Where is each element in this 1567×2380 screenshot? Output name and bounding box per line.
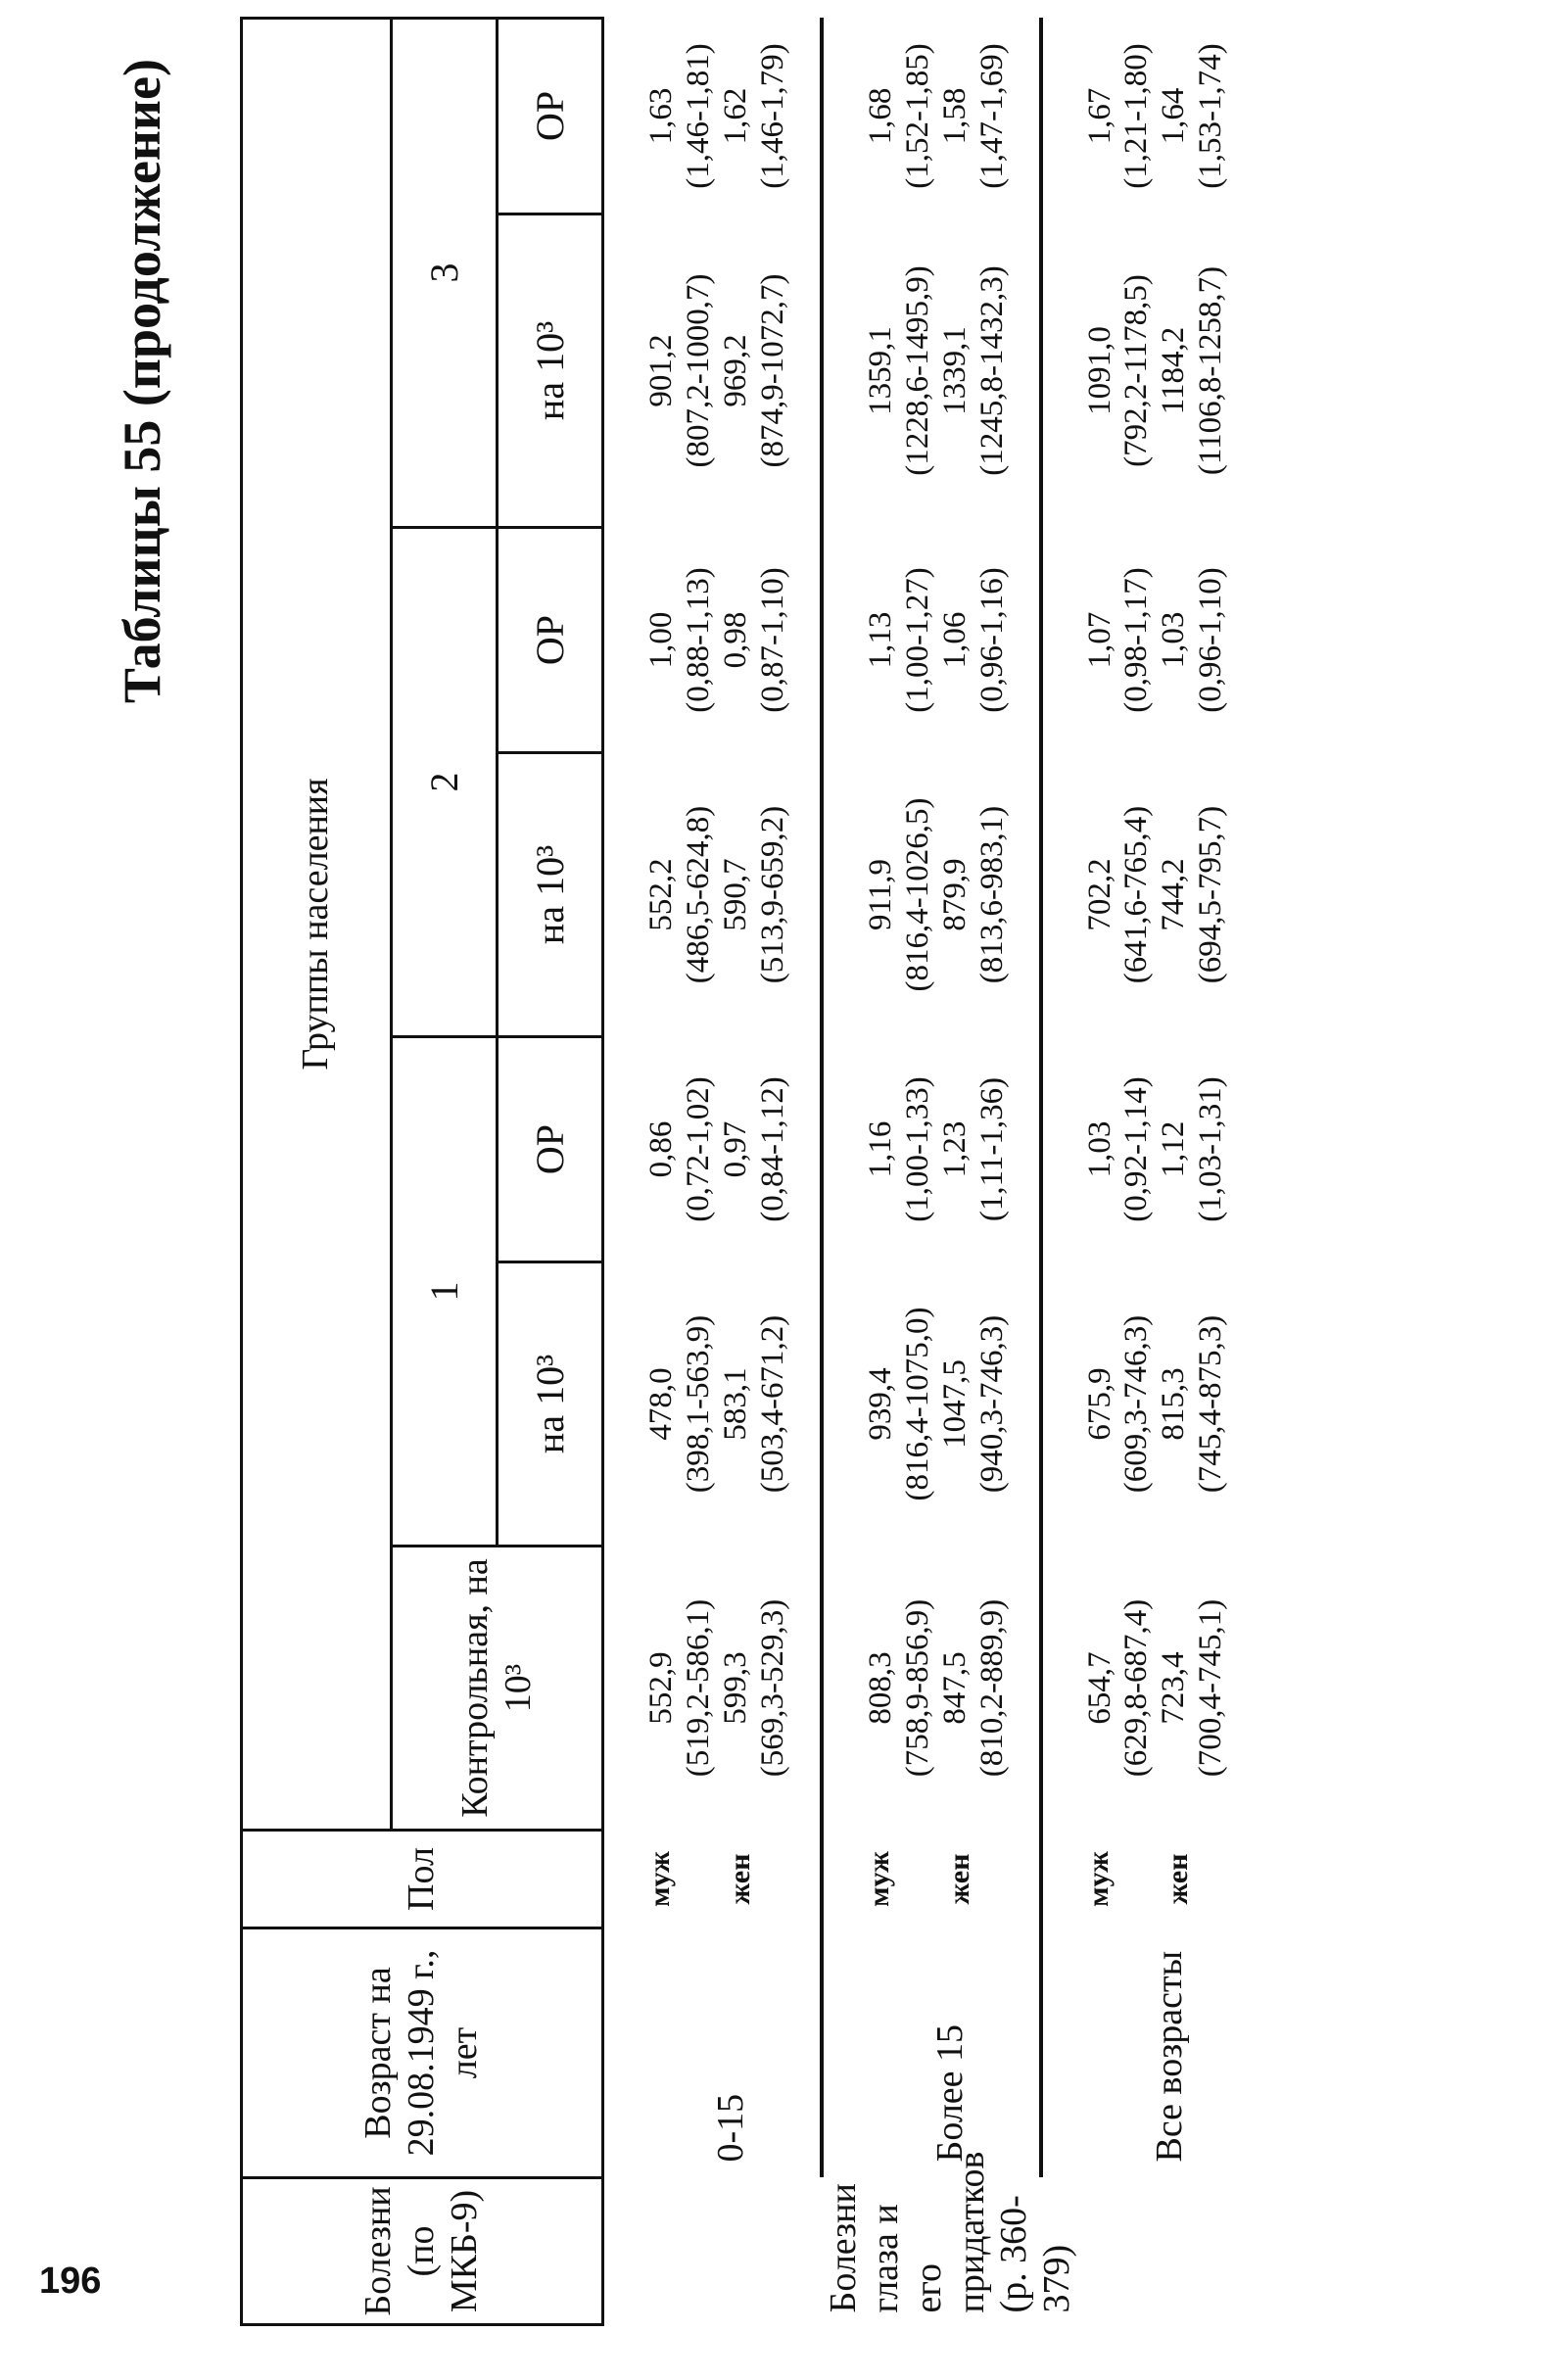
- confidence-interval: (1,53-1,74): [1193, 43, 1229, 189]
- value: 654,7: [1081, 1651, 1117, 1725]
- confidence-interval: (0,96-1,16): [973, 567, 1010, 713]
- disease-name: Болезни глаза и его придатков (р. 360-379): [822, 2151, 1077, 2313]
- value-cell: [1156, 1547, 1258, 1831]
- value-cell: [822, 1037, 937, 1262]
- value: 939,4: [862, 1367, 898, 1441]
- confidence-interval: (0,88-1,13): [680, 567, 716, 713]
- confidence-interval: (486,5-624,8): [680, 805, 716, 984]
- confidence-interval: (609,3-746,3): [1118, 1314, 1155, 1494]
- value-cell: [822, 1262, 937, 1547]
- value: 1,62: [717, 87, 753, 145]
- value-cell: [1156, 1037, 1258, 1262]
- age-group: Более 15: [822, 1928, 1041, 2178]
- confidence-interval: (641,6-765,4): [1118, 805, 1155, 984]
- confidence-interval: (807,2-1000,7): [680, 273, 716, 468]
- value-cell: [937, 528, 1041, 753]
- value: 901,2: [643, 334, 679, 407]
- value: 1,68: [862, 87, 898, 145]
- value: 1,16: [862, 1120, 898, 1178]
- header-group-3: 3: [392, 18, 498, 527]
- value: 590,7: [717, 858, 753, 931]
- value: 1,67: [1081, 87, 1117, 145]
- confidence-interval: (0,92-1,14): [1118, 1076, 1155, 1222]
- value: 815,3: [1156, 1367, 1192, 1441]
- value-cell: [603, 18, 718, 214]
- confidence-interval: (398,1-563,9): [680, 1314, 716, 1494]
- confidence-interval: (0,87-1,10): [754, 567, 790, 713]
- value: 969,2: [717, 334, 753, 407]
- table-title: Таблицы 55 (продолжение): [113, 59, 171, 704]
- confidence-interval: (1,00-1,27): [899, 567, 935, 713]
- value: 1,07: [1081, 611, 1117, 669]
- value-cell: [603, 528, 718, 753]
- value-cell: [718, 528, 822, 753]
- confidence-interval: (874,9-1072,7): [754, 273, 790, 468]
- value: 599,3: [717, 1651, 753, 1725]
- header-sex: Пол: [242, 1831, 603, 1928]
- value: 0,86: [643, 1120, 679, 1178]
- value-cell: [1156, 214, 1258, 528]
- header-g1-rate: на 10³: [498, 1262, 603, 1547]
- value-cell: [718, 1262, 822, 1547]
- value-cell: [603, 1547, 718, 1831]
- confidence-interval: (629,8-687,4): [1118, 1598, 1155, 1778]
- confidence-interval: (1,52-1,85): [899, 43, 935, 189]
- value: 1339,1: [936, 326, 973, 415]
- value-cell: [937, 753, 1041, 1037]
- value-cell: [937, 1037, 1041, 1262]
- value: 1,03: [1081, 1120, 1117, 1178]
- header-group-2: 2: [392, 528, 498, 1037]
- confidence-interval: (810,2-889,9): [973, 1598, 1010, 1778]
- confidence-interval: (519,2-586,1): [680, 1598, 716, 1778]
- confidence-interval: (813,6-983,1): [973, 805, 1010, 984]
- confidence-interval: (758,9-856,9): [899, 1598, 935, 1778]
- confidence-interval: (1228,6-1495,9): [899, 265, 935, 476]
- value: 1,63: [643, 87, 679, 145]
- value-cell: [603, 753, 718, 1037]
- confidence-interval: (1,46-1,81): [680, 43, 716, 189]
- confidence-interval: (0,72-1,02): [680, 1076, 716, 1222]
- value-cell: [937, 18, 1041, 214]
- value: 1,00: [643, 611, 679, 669]
- age-group: Все возрасты: [1041, 1928, 1258, 2178]
- value-cell: [603, 1262, 718, 1547]
- value-cell: [822, 528, 937, 753]
- sex-cell: жен: [942, 1853, 975, 1905]
- value-cell: [718, 753, 822, 1037]
- value-cell: [1041, 214, 1157, 528]
- confidence-interval: (1,03-1,31): [1193, 1076, 1229, 1222]
- value-cell: [937, 214, 1041, 528]
- value-cell: [822, 18, 937, 214]
- sex-cell: муж: [1041, 1831, 1157, 1928]
- value-cell: [1156, 528, 1258, 753]
- value-cell: [1041, 1037, 1157, 1262]
- sex-cell: жен: [723, 1853, 756, 1905]
- value: 1,23: [936, 1120, 973, 1178]
- confidence-interval: (0,96-1,10): [1193, 567, 1229, 713]
- value-cell: [603, 214, 718, 528]
- sex-cell: муж: [822, 1831, 937, 1928]
- value-cell: [1156, 1262, 1258, 1547]
- value: 1,58: [936, 87, 973, 145]
- value: 911,9: [862, 858, 898, 931]
- value: 583,1: [717, 1367, 753, 1441]
- confidence-interval: (792,2-1178,5): [1118, 274, 1155, 467]
- value-cell: [822, 214, 937, 528]
- value: 0,98: [717, 611, 753, 669]
- value-cell: [1156, 753, 1258, 1037]
- sex-cell: муж: [643, 1851, 676, 1907]
- value: 675,9: [1081, 1367, 1117, 1441]
- confidence-interval: (940,3-746,3): [973, 1314, 1010, 1494]
- value-cell: [1041, 18, 1157, 214]
- confidence-interval: (569,3-529,3): [754, 1598, 790, 1778]
- value: 808,3: [862, 1651, 898, 1725]
- confidence-interval: (1245,8-1432,3): [973, 265, 1010, 476]
- confidence-interval: (700,4-745,1): [1193, 1598, 1229, 1778]
- value: 1047,5: [936, 1359, 973, 1449]
- confidence-interval: (816,4-1075,0): [899, 1307, 935, 1501]
- value: 1,64: [1156, 87, 1192, 145]
- value-cell: [1041, 528, 1157, 753]
- confidence-interval: (1,46-1,79): [754, 43, 790, 189]
- confidence-interval: (1106,8-1258,7): [1193, 265, 1229, 476]
- table-row: [1041, 18, 1157, 2324]
- header-g3-or: ОР: [498, 18, 603, 214]
- header-g1-or: ОР: [498, 1037, 603, 1262]
- table-row: [603, 18, 718, 2324]
- value-cell: [603, 1037, 718, 1262]
- value: 0,97: [717, 1120, 753, 1178]
- value: 1359,1: [862, 326, 898, 415]
- value: 1,13: [862, 611, 898, 669]
- value-cell: [718, 1547, 822, 1831]
- value: 1091,0: [1081, 326, 1117, 415]
- value-cell: [718, 214, 822, 528]
- value-cell: [718, 1037, 822, 1262]
- header-control: Контрольная, на 10³: [392, 1547, 603, 1831]
- value-cell: [1041, 1262, 1157, 1547]
- value-cell: [1041, 753, 1157, 1037]
- value: 879,9: [936, 858, 973, 931]
- sex-cell: жен: [1162, 1853, 1195, 1905]
- confidence-interval: (694,5-795,7): [1193, 805, 1229, 984]
- table-row: [822, 18, 937, 2324]
- confidence-interval: (1,47-1,69): [973, 43, 1010, 189]
- header-population-groups: Группы населения: [242, 18, 392, 1830]
- header-group-1: 1: [392, 1037, 498, 1547]
- header-g2-rate: на 10³: [498, 753, 603, 1037]
- header-disease: Болезни (по МКБ-9): [242, 2178, 603, 2325]
- value: 1,12: [1156, 1120, 1192, 1178]
- value: 723,4: [1156, 1651, 1192, 1725]
- value-cell: [822, 1547, 937, 1831]
- confidence-interval: (1,00-1,33): [899, 1076, 935, 1222]
- value: 847,5: [936, 1651, 973, 1725]
- value: 1,06: [936, 611, 973, 669]
- confidence-interval: (745,4-875,3): [1193, 1314, 1229, 1494]
- confidence-interval: (513,9-659,2): [754, 805, 790, 984]
- confidence-interval: (0,98-1,17): [1118, 567, 1155, 713]
- value-cell: [1156, 18, 1258, 214]
- confidence-interval: (816,4-1026,5): [899, 797, 935, 992]
- value: 1,03: [1156, 611, 1192, 669]
- value: 552,2: [643, 858, 679, 931]
- value-cell: [822, 753, 937, 1037]
- value-cell: [1041, 1547, 1157, 1831]
- value: 702,2: [1081, 858, 1117, 931]
- value: 744,2: [1156, 858, 1192, 931]
- value: 552,9: [643, 1651, 679, 1725]
- value-cell: [937, 1262, 1041, 1547]
- confidence-interval: (0,84-1,12): [754, 1076, 790, 1222]
- confidence-interval: (503,4-671,2): [754, 1314, 790, 1494]
- header-g3-rate: на 10³: [498, 214, 603, 528]
- value: 1184,2: [1156, 326, 1192, 415]
- value-cell: [718, 18, 822, 214]
- value: 478,0: [643, 1367, 679, 1441]
- page-number: 196: [39, 2261, 102, 2302]
- header-g2-or: ОР: [498, 528, 603, 753]
- value-cell: [937, 1547, 1041, 1831]
- data-table: [240, 17, 1258, 2326]
- confidence-interval: (1,11-1,36): [973, 1076, 1010, 1222]
- confidence-interval: (1,21-1,80): [1118, 43, 1155, 189]
- age-group: 0-15: [710, 2093, 752, 2163]
- header-age: Возраст на 29.08.1949 г., лет: [242, 1928, 603, 2178]
